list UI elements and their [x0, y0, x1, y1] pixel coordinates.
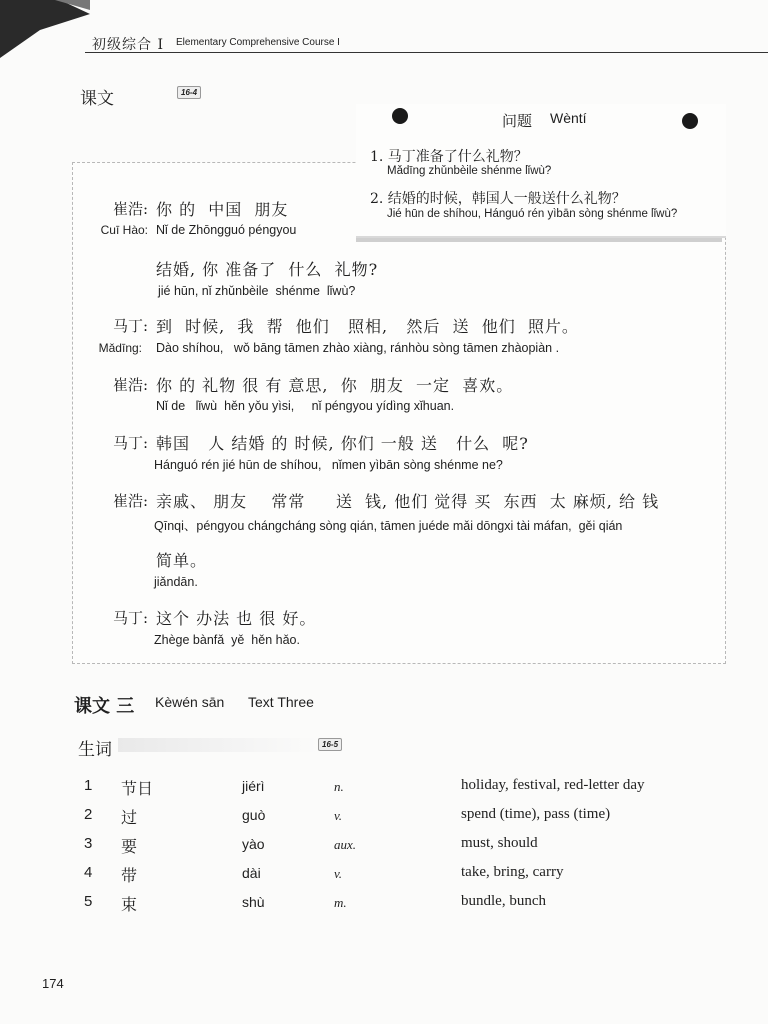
- vocab-word: 束: [121, 895, 138, 914]
- speaker-cuihao: 崔浩:: [112, 376, 148, 394]
- page-corner-decoration: [0, 0, 90, 58]
- vocab-label: 生词: [78, 740, 112, 760]
- question-2-pinyin: Jié hūn de shíhou, Hánguó rén yìbān sòng shénme lǐwù?: [387, 208, 678, 220]
- vocab-word: 节日: [121, 779, 154, 798]
- questions-title-py: Wèntí: [550, 110, 587, 126]
- book-title-cn: 初级综合 I: [92, 37, 164, 53]
- lesson-label: 课文: [80, 89, 114, 109]
- speaker-mading: 马丁:: [112, 609, 148, 627]
- dialog-line-3: 到 时候, 我 帮 他们 照相, 然后 送 他们 照片。: [156, 317, 579, 336]
- dialog-line-6-pinyin: Qīnqi、péngyou chángcháng sòng qián, tāmen juéde mǎi dōngxi tài máfan, gěi qián: [154, 519, 623, 533]
- text-three-heading-pinyin: Kèwén sān: [155, 694, 225, 710]
- vocab-pinyin: yào: [242, 836, 265, 852]
- vocab-pinyin: shù: [242, 894, 265, 910]
- dialog-line-5-pinyin: Hánguó rén jié hūn de shíhou, nǐmen yìbān sòng shénme ne?: [154, 458, 503, 472]
- dialog-line-2-pinyin: jié hūn, nǐ zhǔnbèile shénme lǐwù?: [158, 284, 356, 298]
- speaker-cuihao: 崔浩:: [112, 492, 148, 510]
- dialog-line-3-pinyin: Dào shíhou, wǒ bāng tāmen zhào xiàng, ránhòu sòng tāmen zhàopiàn .: [156, 341, 560, 355]
- audio-track-badge: 16-5: [318, 738, 342, 751]
- dialog-line-1-pinyin: Nǐ de Zhōngguó péngyou: [156, 223, 297, 237]
- vocab-word: 带: [121, 866, 138, 885]
- vocab-num: 1: [84, 777, 93, 794]
- question-1: 1. 马丁准备了什么礼物？: [370, 149, 528, 165]
- speaker-mading: 马丁:: [112, 317, 148, 335]
- vocab-pos: aux.: [334, 837, 357, 852]
- vocab-pinyin: guò: [242, 807, 266, 823]
- speaker-mading-pinyin: Mǎdīng:: [98, 341, 142, 355]
- dialog-line-4: 你 的 礼物 很 有 意思, 你 朋友 一定 喜欢。: [156, 376, 514, 395]
- vocab-banner: [118, 738, 318, 752]
- vocab-word: 要: [121, 837, 138, 856]
- text-three-heading-en: Text Three: [248, 694, 314, 710]
- dialog-line-7: 简单。: [156, 551, 208, 570]
- dialog-line-7-pinyin: jiǎndān.: [154, 575, 198, 589]
- dialog-line-8-pinyin: Zhège bànfǎ yě hěn hǎo.: [154, 633, 300, 647]
- speaker-cuihao: 崔浩:: [112, 200, 148, 218]
- book-title-en: Elementary Comprehensive Course I: [176, 37, 340, 48]
- vocab-pos: m.: [334, 895, 347, 910]
- questions-title-cn: 问题: [502, 112, 533, 130]
- audio-track-badge: 16-4: [177, 86, 201, 99]
- pen-icon: [682, 113, 698, 129]
- vocab-meaning: take, bring, carry: [461, 864, 564, 880]
- vocab-num: 2: [84, 806, 93, 823]
- question-2: 2. 结婚的时候，韩国人一般送什么礼物？: [370, 191, 626, 207]
- vocab-pinyin: jiérì: [242, 778, 265, 794]
- dialog-line-4-pinyin: Nǐ de lǐwù hěn yǒu yìsi, nǐ péngyou yídìng xǐhuan.: [156, 399, 455, 413]
- vocab-meaning: spend (time), pass (time): [461, 806, 611, 822]
- vocab-pinyin: dài: [242, 865, 261, 881]
- speaker-cuihao-pinyin: Cuī Hào:: [100, 223, 148, 237]
- text-three-heading-cn: 课文 三: [74, 696, 135, 717]
- question-1-pinyin: Mǎdīng zhǔnbèile shénme lǐwù?: [387, 165, 552, 177]
- vocab-meaning: must, should: [461, 835, 538, 851]
- vocab-num: 5: [84, 893, 93, 910]
- speaker-mading: 马丁:: [112, 434, 148, 452]
- vocab-meaning: holiday, festival, red-letter day: [461, 777, 645, 793]
- vocab-num: 3: [84, 835, 93, 852]
- speaker-icon: [392, 108, 408, 124]
- vocab-pos: v.: [334, 866, 343, 881]
- header-rule: [85, 52, 768, 53]
- dialog-line-6: 亲戚、 朋友 常常 送 钱, 他们 觉得 买 东西 太 麻烦, 给 钱: [156, 492, 660, 511]
- dialog-line-5: 韩国 人 结婚 的 时候, 你们 一般 送 什么 呢?: [156, 434, 529, 453]
- vocab-pos: n.: [334, 779, 344, 794]
- page-number: 174: [42, 976, 64, 991]
- dialog-line-8: 这个 办法 也 很 好。: [156, 609, 317, 628]
- vocab-word: 过: [121, 808, 138, 827]
- dialog-line-1: 你 的 中国 朋友: [156, 200, 289, 219]
- vocab-num: 4: [84, 864, 93, 881]
- vocab-meaning: bundle, bunch: [461, 893, 546, 909]
- vocab-pos: v.: [334, 808, 343, 823]
- dialog-line-2: 结婚, 你 准备了 什么 礼物?: [156, 260, 379, 279]
